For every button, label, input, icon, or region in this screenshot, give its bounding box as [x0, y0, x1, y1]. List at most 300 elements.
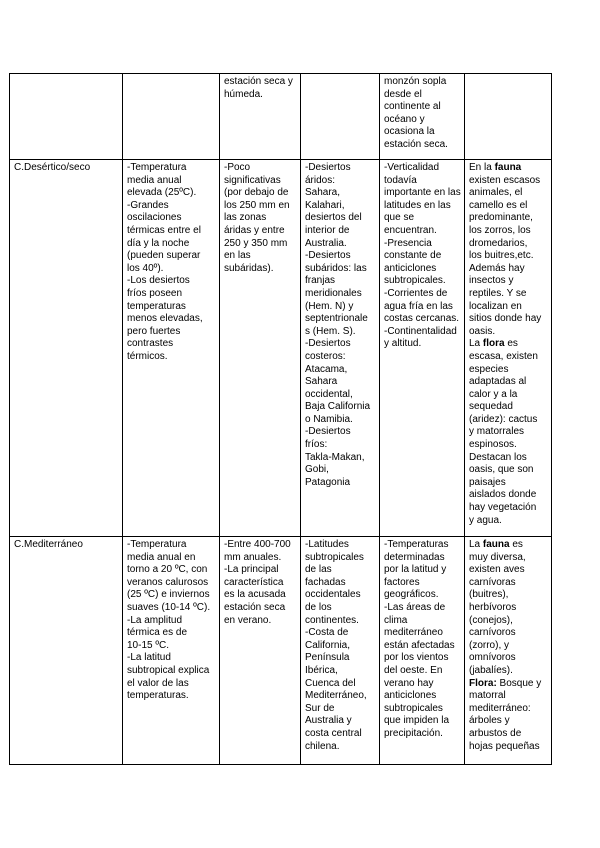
- cell-line: [384, 577, 461, 590]
- cell-precipitation: [220, 160, 301, 537]
- text-segment: -Latitudes: [305, 539, 349, 550]
- climate-table: [9, 73, 552, 765]
- cell-line: [469, 564, 548, 577]
- text-segment: es: [509, 539, 523, 550]
- text-segment: Patagonia: [305, 476, 351, 488]
- text-segment: franjas: [305, 275, 336, 287]
- text-segment: reptiles. Y se: [469, 287, 527, 299]
- cell-line: [127, 665, 216, 678]
- cell-line: [127, 162, 216, 175]
- text-segment: 10-15 ºC.: [127, 639, 170, 651]
- text-segment: especies: [469, 363, 509, 375]
- text-segment: paisajes: [469, 476, 506, 488]
- cell-line: [127, 326, 216, 339]
- text-segment: de los: [305, 601, 332, 613]
- text-segment: -Continentalidad: [384, 325, 457, 337]
- cell-line: [224, 250, 297, 263]
- cell-line: [305, 401, 376, 414]
- text-segment: interior de: [305, 224, 350, 236]
- text-segment: fríos poseen: [127, 287, 183, 299]
- cell-line: [224, 225, 297, 238]
- text-segment: En la: [469, 162, 495, 173]
- text-segment: matorral: [469, 690, 506, 702]
- cell-line: [469, 728, 548, 741]
- cell-line: [305, 652, 376, 665]
- text-segment: C.Mediterráneo: [14, 539, 83, 550]
- text-segment: occidentales: [305, 589, 361, 601]
- text-segment: y agua.: [469, 514, 502, 526]
- cell-line: [469, 489, 548, 502]
- cell-line: [384, 225, 461, 238]
- cell-line: [127, 250, 216, 263]
- cell-line: [384, 200, 461, 213]
- text-segment: (jabalíes).: [469, 664, 513, 676]
- cell-line: [224, 552, 297, 565]
- cell-line: [469, 703, 548, 716]
- cell-line: [224, 200, 297, 213]
- text-segment: -Temperatura: [127, 162, 187, 173]
- text-segment: C.Desértico/seco: [14, 162, 91, 173]
- cell-line: [305, 250, 376, 263]
- text-segment: importante en las: [384, 187, 461, 199]
- cell-factors: [380, 160, 465, 537]
- cell-line: [384, 615, 461, 628]
- cell-line: [305, 589, 376, 602]
- text-segment: están afectadas: [384, 639, 455, 651]
- cell-line: [469, 351, 548, 364]
- text-segment: sitios donde hay: [469, 313, 542, 325]
- cell-line: [305, 212, 376, 225]
- cell-line: [384, 313, 461, 326]
- text-segment: verano hay: [384, 677, 434, 689]
- cell-line: [305, 439, 376, 452]
- text-segment: fachadas: [305, 576, 346, 588]
- cell-line: [469, 678, 548, 691]
- text-segment: -Grandes: [127, 199, 169, 211]
- text-segment: menos elevadas,: [127, 313, 203, 325]
- cell-factors: [380, 537, 465, 765]
- text-segment: árboles y: [469, 715, 510, 727]
- cell-line: [384, 175, 461, 188]
- cell-line: [469, 389, 548, 402]
- text-segment: térmica es de: [127, 627, 188, 639]
- text-segment: los 40º).: [127, 262, 164, 274]
- text-segment: estación seca.: [384, 138, 448, 150]
- cell-line: [305, 715, 376, 728]
- cell-temperature: [123, 537, 220, 765]
- text-segment: por la latitud y: [384, 564, 447, 576]
- text-segment: de las: [305, 564, 332, 576]
- text-segment: -La latitud: [127, 652, 171, 664]
- text-segment: hay vegetación: [469, 502, 537, 514]
- cell-line: [127, 690, 216, 703]
- text-segment: arbustos de: [469, 727, 522, 739]
- text-segment: -Desiertos: [305, 338, 351, 350]
- text-segment: fríos:: [305, 439, 328, 451]
- cell-line: [305, 351, 376, 364]
- cell-line: [384, 552, 461, 565]
- text-segment: encuentran.: [384, 224, 437, 236]
- cell-line: [384, 126, 461, 139]
- cell-line: [305, 741, 376, 754]
- text-segment: las zonas: [224, 212, 267, 224]
- cell-climate-name: [10, 160, 123, 537]
- cell-line: [305, 464, 376, 477]
- text-segment: Bosque y: [496, 677, 542, 689]
- cell-line: [469, 162, 548, 175]
- text-segment: continente al: [384, 101, 441, 113]
- cell-line: [305, 338, 376, 351]
- cell-line: [469, 301, 548, 314]
- cell-line: [305, 200, 376, 213]
- cell-line: [224, 212, 297, 225]
- text-segment: -Poco: [224, 162, 251, 173]
- cell-line: [384, 602, 461, 615]
- text-segment: Sahara,: [305, 187, 341, 199]
- cell-line: [127, 615, 216, 628]
- text-segment: (buitres),: [469, 589, 509, 601]
- cell-line: [469, 439, 548, 452]
- cell-line: [469, 288, 548, 301]
- text-segment: omnívoros: [469, 652, 516, 664]
- cell-line: [305, 225, 376, 238]
- cell-line: [127, 589, 216, 602]
- text-segment: Península: [305, 652, 350, 664]
- text-segment: 250 y 350 mm: [224, 237, 288, 249]
- cell-line: [469, 515, 548, 528]
- cell-line: [305, 426, 376, 439]
- text-segment: Sur de: [305, 702, 335, 714]
- cell-line: [469, 275, 548, 288]
- text-segment: térmicas entre el: [127, 224, 201, 236]
- cell-line: [305, 389, 376, 402]
- cell-line: [384, 640, 461, 653]
- cell-flora-fauna: [465, 74, 552, 160]
- cell-line: [127, 301, 216, 314]
- text-segment: oscilaciones: [127, 212, 182, 224]
- cell-line: [469, 401, 548, 414]
- cell-line: [469, 338, 548, 351]
- text-segment: calor y a la: [469, 388, 518, 400]
- text-segment: costa central: [305, 727, 362, 739]
- text-segment: pero fuertes: [127, 325, 181, 337]
- cell-line: [224, 615, 297, 628]
- cell-line: [469, 326, 548, 339]
- text-segment: La: [469, 539, 483, 550]
- cell-line: [469, 602, 548, 615]
- cell-line: [469, 577, 548, 590]
- cell-line: [469, 364, 548, 377]
- cell-line: [127, 288, 216, 301]
- text-segment: subtropicales.: [384, 275, 446, 287]
- text-segment: monzón sopla: [384, 76, 447, 87]
- text-segment: -Corrientes de: [384, 287, 448, 299]
- table-row-continuation: [10, 74, 552, 160]
- text-segment: día y la noche: [127, 237, 190, 249]
- text-segment: oasis.: [469, 325, 496, 337]
- text-segment: adaptadas al: [469, 376, 527, 388]
- text-segment: veranos calurosos: [127, 576, 209, 588]
- text-segment: clima: [384, 614, 408, 626]
- text-segment: chilena.: [305, 740, 340, 752]
- text-segment: -Desiertos: [305, 162, 351, 173]
- text-segment: carnívoros: [469, 627, 516, 639]
- text-segment: los buitres,etc.: [469, 250, 534, 262]
- text-segment: estación seca y: [224, 76, 293, 87]
- cell-line: [384, 275, 461, 288]
- text-segment: -Temperaturas: [384, 539, 449, 550]
- text-segment: costeros:: [305, 350, 346, 362]
- text-segment: insectos y: [469, 275, 514, 287]
- text-segment: Australia y: [305, 715, 352, 727]
- cell-climate-name: [10, 537, 123, 765]
- text-segment: áridos:: [305, 174, 336, 186]
- text-segment: los 250 mm en: [224, 199, 290, 211]
- cell-line: [384, 627, 461, 640]
- text-segment: -Desiertos: [305, 250, 351, 262]
- cell-line: [384, 589, 461, 602]
- bold-term: fauna: [482, 539, 510, 550]
- text-segment: precipitación.: [384, 727, 443, 739]
- text-segment: dromedarios,: [469, 237, 528, 249]
- cell-line: [305, 326, 376, 339]
- cell-line: [305, 640, 376, 653]
- cell-line: [224, 602, 297, 615]
- cell-line: [384, 539, 461, 552]
- cell-line: [224, 175, 297, 188]
- cell-line: [127, 678, 216, 691]
- text-segment: estación seca: [224, 601, 286, 613]
- cell-line: [127, 602, 216, 615]
- cell-line: [127, 263, 216, 276]
- cell-line: [305, 376, 376, 389]
- text-segment: Atacama,: [305, 363, 348, 375]
- cell-line: [127, 351, 216, 364]
- cell-line: [384, 288, 461, 301]
- text-segment: carnívoras: [469, 576, 516, 588]
- text-segment: -Los desiertos: [127, 275, 190, 287]
- text-segment: geográficos.: [384, 589, 439, 601]
- text-segment: Sahara: [305, 376, 338, 388]
- cell-line: [384, 715, 461, 728]
- cell-line: [127, 187, 216, 200]
- text-segment: temperaturas.: [127, 690, 189, 702]
- cell-line: [469, 414, 548, 427]
- cell-line: [14, 162, 119, 175]
- cell-line: [469, 539, 548, 552]
- cell-line: [384, 301, 461, 314]
- cell-line: [384, 212, 461, 225]
- cell-line: [384, 250, 461, 263]
- text-segment: camello es el: [469, 199, 528, 211]
- cell-line: [305, 477, 376, 490]
- text-segment: del oeste. En: [384, 664, 443, 676]
- text-segment: agua fría en las: [384, 300, 453, 312]
- text-segment: mm anuales.: [224, 551, 282, 563]
- text-segment: Mediterráneo,: [305, 690, 367, 702]
- cell-line: [127, 627, 216, 640]
- text-segment: -Costa de: [305, 627, 349, 639]
- text-segment: todavía: [384, 174, 417, 186]
- text-segment: herbívoros: [469, 601, 517, 613]
- text-segment: s (Hem. S).: [305, 325, 356, 337]
- text-segment: (zorro), y: [469, 639, 509, 651]
- text-segment: mediterráneo: [384, 627, 443, 639]
- text-segment: subáridas).: [224, 262, 274, 274]
- cell-line: [305, 414, 376, 427]
- cell-line: [469, 652, 548, 665]
- text-segment: -Verticalidad: [384, 162, 440, 173]
- cell-line: [469, 313, 548, 326]
- cell-line: [469, 175, 548, 188]
- cell-line: [127, 539, 216, 552]
- cell-line: [127, 640, 216, 653]
- text-segment: Gobi,: [305, 464, 329, 476]
- cell-line: [127, 313, 216, 326]
- table-row-desertico: [10, 160, 552, 537]
- text-segment: húmeda.: [224, 88, 263, 100]
- cell-line: [305, 263, 376, 276]
- text-segment: significativas: [224, 174, 281, 186]
- cell-line: [305, 678, 376, 691]
- cell-line: [127, 564, 216, 577]
- text-segment: contrastes: [127, 338, 174, 350]
- cell-precipitation: [220, 74, 301, 160]
- text-segment: Además hay: [469, 262, 525, 274]
- cell-line: [384, 703, 461, 716]
- cell-line: [224, 187, 297, 200]
- cell-line: [305, 162, 376, 175]
- text-segment: -Las áreas de: [384, 601, 446, 613]
- text-segment: hojas pequeñas: [469, 740, 540, 752]
- bold-term: flora: [482, 338, 505, 350]
- text-segment: constante de: [384, 250, 442, 262]
- cell-line: [469, 200, 548, 213]
- text-segment: suaves (10-14 ºC).: [127, 601, 211, 613]
- cell-line: [469, 690, 548, 703]
- text-segment: predominante,: [469, 212, 533, 224]
- text-segment: en las: [224, 250, 251, 262]
- text-segment: -Temperatura: [127, 539, 187, 550]
- cell-line: [469, 238, 548, 251]
- cell-temperature: [123, 74, 220, 160]
- text-segment: media anual: [127, 174, 182, 186]
- cell-line: [469, 376, 548, 389]
- cell-line: [305, 627, 376, 640]
- cell-line: [384, 76, 461, 89]
- cell-line: [384, 652, 461, 665]
- cell-line: [384, 678, 461, 691]
- cell-line: [224, 263, 297, 276]
- text-segment: oasis, que son: [469, 464, 534, 476]
- text-segment: Destacan los: [469, 451, 527, 463]
- cell-climate-name: [10, 74, 123, 160]
- cell-line: [127, 225, 216, 238]
- text-segment: (pueden superar: [127, 250, 201, 262]
- cell-line: [127, 577, 216, 590]
- cell-line: [305, 187, 376, 200]
- cell-line: [224, 89, 297, 102]
- text-segment: térmicos.: [127, 350, 168, 362]
- cell-flora-fauna: [465, 537, 552, 765]
- text-segment: factores: [384, 576, 420, 588]
- cell-line: [384, 690, 461, 703]
- cell-line: [384, 139, 461, 152]
- cell-line: [469, 187, 548, 200]
- text-segment: (aridez): cactus: [469, 413, 538, 425]
- text-segment: Ibérica,: [305, 664, 338, 676]
- text-segment: subtropicales: [384, 702, 443, 714]
- cell-line: [305, 364, 376, 377]
- text-segment: existen escasos: [469, 174, 541, 186]
- cell-line: [469, 627, 548, 640]
- text-segment: -Entre 400-700: [224, 539, 291, 550]
- cell-line: [469, 502, 548, 515]
- text-segment: sequedad: [469, 401, 513, 413]
- bold-term: Flora:: [469, 677, 497, 689]
- cell-line: [384, 564, 461, 577]
- cell-line: [469, 426, 548, 439]
- cell-line: [384, 263, 461, 276]
- text-segment: continentes.: [305, 614, 359, 626]
- text-segment: ocasiona la: [384, 126, 435, 138]
- cell-line: [384, 665, 461, 678]
- cell-line: [384, 728, 461, 741]
- text-segment: elevada (25ºC).: [127, 187, 197, 199]
- cell-line: [127, 652, 216, 665]
- cell-line: [224, 162, 297, 175]
- cell-line: [384, 101, 461, 114]
- cell-line: [305, 313, 376, 326]
- cell-location: [301, 74, 380, 160]
- cell-line: [305, 175, 376, 188]
- text-segment: Cuenca del: [305, 677, 356, 689]
- text-segment: (por debajo de: [224, 187, 289, 199]
- text-segment: meridionales: [305, 287, 362, 299]
- cell-line: [469, 665, 548, 678]
- text-segment: y matorrales: [469, 426, 525, 438]
- text-segment: (conejos),: [469, 614, 513, 626]
- cell-line: [305, 552, 376, 565]
- cell-line: [127, 338, 216, 351]
- text-segment: subáridos: las: [305, 262, 367, 274]
- text-segment: Australia.: [305, 237, 347, 249]
- text-segment: espinosos.: [469, 439, 517, 451]
- cell-line: [305, 602, 376, 615]
- cell-line: [469, 640, 548, 653]
- cell-line: [224, 577, 297, 590]
- text-segment: el valor de las: [127, 677, 189, 689]
- cell-line: [224, 589, 297, 602]
- text-segment: que se: [384, 212, 415, 224]
- text-segment: Baja California: [305, 401, 371, 413]
- text-segment: escasa, existen: [469, 350, 538, 362]
- cell-location: [301, 160, 380, 537]
- text-segment: -Presencia: [384, 237, 432, 249]
- cell-line: [469, 464, 548, 477]
- text-segment: La: [469, 338, 483, 350]
- text-segment: existen aves: [469, 564, 525, 576]
- cell-line: [384, 89, 461, 102]
- table-row-mediterraneo: [10, 537, 552, 765]
- text-segment: subtropical explica: [127, 664, 210, 676]
- cell-line: [305, 238, 376, 251]
- text-segment: por los vientos: [384, 652, 449, 664]
- cell-line: [305, 275, 376, 288]
- cell-line: [469, 452, 548, 465]
- cell-line: [305, 615, 376, 628]
- text-segment: occidental,: [305, 388, 353, 400]
